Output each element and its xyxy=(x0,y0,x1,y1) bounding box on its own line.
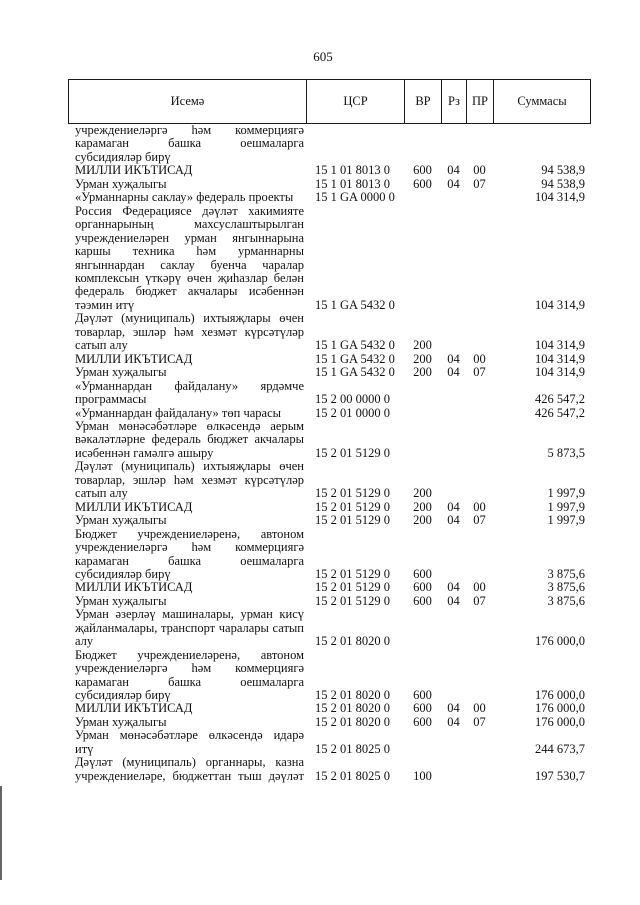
row-name-line: алу xyxy=(75,634,94,649)
row-name-line: Урман хуҗалыгы xyxy=(75,513,167,528)
row-name-line: каршы техника һәм урманнарны xyxy=(75,244,304,259)
row-pr xyxy=(466,770,493,783)
row-csr: 15 2 01 5129 0 xyxy=(315,445,390,460)
row-pr xyxy=(466,191,493,204)
row-pr xyxy=(466,447,493,460)
row-name xyxy=(68,501,306,514)
row-name xyxy=(68,312,306,352)
row-name xyxy=(68,191,306,204)
row-rz xyxy=(441,393,466,406)
row-vr xyxy=(404,407,441,420)
row-pr xyxy=(466,339,493,352)
row-rz: 04 xyxy=(447,163,460,178)
row-sum: 176 000,0 xyxy=(535,714,585,729)
row-pr: 07 xyxy=(473,176,486,191)
row-rz xyxy=(441,635,466,648)
table-row xyxy=(68,514,590,527)
row-name-line: «Урманнардан файдалану» төп чарасы xyxy=(75,405,282,420)
row-name-line: программасы xyxy=(75,392,147,407)
row-csr: 15 1 GA 5432 0 xyxy=(315,338,395,353)
row-rz: 04 xyxy=(447,513,460,528)
table-row xyxy=(68,312,590,352)
row-name xyxy=(68,380,306,407)
row-name-line: Россия Федерациясе дәүләт хакимияте xyxy=(75,203,304,218)
row-csr: 15 1 GA 5432 0 xyxy=(315,297,395,312)
row-name-line: исәбеннән гамәлгә ашыру xyxy=(75,445,214,460)
row-vr: 600 xyxy=(413,176,432,191)
row-sum: 197 530,7 xyxy=(535,768,585,783)
table-row xyxy=(68,420,590,460)
row-sum: 3 875,6 xyxy=(547,566,585,581)
row-name-line: Урман хуҗалыгы xyxy=(75,176,167,191)
row-name xyxy=(68,581,306,594)
row-vr xyxy=(404,743,441,756)
row-csr: 15 2 00 0000 0 xyxy=(315,392,390,407)
row-name xyxy=(68,205,306,313)
table-row xyxy=(68,501,590,514)
row-sum: 1 997,9 xyxy=(547,513,585,528)
row-rz: 04 xyxy=(447,580,460,595)
row-csr: 15 2 01 5129 0 xyxy=(315,566,390,581)
row-vr: 600 xyxy=(413,701,432,716)
row-sum: 176 000,0 xyxy=(535,701,585,716)
row-csr: 15 2 01 8020 0 xyxy=(315,688,390,703)
row-csr: 15 2 01 8020 0 xyxy=(315,701,390,716)
row-sum: 176 000,0 xyxy=(535,634,585,649)
row-pr xyxy=(466,393,493,406)
row-vr: 200 xyxy=(413,499,432,514)
header-rz: Рз xyxy=(442,80,467,123)
row-vr: 600 xyxy=(413,566,432,581)
row-name-line: комплексын үткәрү өчен җиһазлар белән xyxy=(75,270,304,285)
header-sum: Суммасы xyxy=(517,94,567,108)
row-name-line: федераль бюджет акчалары исәбеннән xyxy=(75,284,304,299)
row-pr xyxy=(466,151,493,164)
row-vr: 200 xyxy=(413,338,432,353)
table-row xyxy=(68,366,590,379)
row-csr: 15 2 01 5129 0 xyxy=(315,593,390,608)
row-sum: 5 873,5 xyxy=(547,445,585,460)
row-vr: 600 xyxy=(413,714,432,729)
row-pr: 07 xyxy=(473,714,486,729)
row-rz: 04 xyxy=(447,593,460,608)
row-pr: 00 xyxy=(473,701,486,716)
row-rz xyxy=(441,151,466,164)
row-vr: 200 xyxy=(413,513,432,528)
row-name xyxy=(68,407,306,420)
row-rz xyxy=(441,743,466,756)
row-pr: 07 xyxy=(473,365,486,380)
row-name xyxy=(68,164,306,177)
table-row xyxy=(68,729,590,756)
table-row xyxy=(68,756,590,783)
table-row xyxy=(68,124,590,164)
row-sum: 94 538,9 xyxy=(541,176,585,191)
row-name xyxy=(68,729,306,756)
row-name-line: «Урманнардан файдалану» ярдәмче xyxy=(75,378,304,393)
page-number: 605 xyxy=(313,49,333,64)
row-name-line: субсидияләр бирү xyxy=(75,688,171,703)
row-pr xyxy=(466,689,493,702)
row-rz: 04 xyxy=(447,499,460,514)
row-name xyxy=(68,756,306,783)
row-name xyxy=(68,595,306,608)
row-vr: 200 xyxy=(413,486,432,501)
row-rz: 04 xyxy=(447,351,460,366)
header-pr: ПР xyxy=(467,80,494,123)
row-vr: 600 xyxy=(413,163,432,178)
table-row xyxy=(68,528,590,582)
table-row xyxy=(68,164,590,177)
row-rz xyxy=(441,191,466,204)
row-name-line: янгыннардан саклау буенча чаралар xyxy=(75,257,304,272)
row-csr: 15 2 01 8025 0 xyxy=(315,741,390,756)
row-name-line: сатып алу xyxy=(75,486,128,501)
row-pr: 07 xyxy=(473,513,486,528)
row-name-line: МИЛЛИ ИКЪТИСАД xyxy=(75,580,193,595)
row-name-line: тәэмин итү xyxy=(75,297,135,312)
row-name-line: субсидияләр бирү xyxy=(75,566,171,581)
row-name-line: субсидияләр бирү xyxy=(75,149,171,164)
row-name-line: учреждениеләргә һәм коммерциягә xyxy=(75,123,304,137)
table-row xyxy=(68,649,590,703)
row-name-line: Бюджет учреждениеләренә, автоном xyxy=(75,526,304,541)
row-vr: 600 xyxy=(413,593,432,608)
scan-edge-mark xyxy=(0,786,2,880)
row-rz: 04 xyxy=(447,701,460,716)
table-row xyxy=(68,205,590,313)
row-name xyxy=(68,420,306,460)
row-vr: 200 xyxy=(413,351,432,366)
row-rz xyxy=(441,487,466,500)
table-body xyxy=(68,124,590,783)
row-name-line: Дәүләт (муниципаль) ихтыяҗлары өчен xyxy=(75,311,304,326)
row-name-line: органнарының махсуслаштырылган xyxy=(75,217,304,232)
row-name-line: учреждениеләрен урман янгыннарына xyxy=(75,230,304,245)
row-vr xyxy=(404,299,441,312)
row-sum: 104 314,9 xyxy=(535,190,585,205)
row-csr: 15 2 01 8025 0 xyxy=(315,768,390,783)
row-rz xyxy=(441,770,466,783)
row-csr: 15 1 GA 0000 0 xyxy=(315,190,395,205)
row-name-line: карамаган башка оешмаларга xyxy=(75,674,304,689)
row-rz xyxy=(441,407,466,420)
row-sum: 426 547,2 xyxy=(535,405,585,420)
row-sum: 104 314,9 xyxy=(535,351,585,366)
row-vr xyxy=(404,393,441,406)
row-name xyxy=(68,649,306,703)
table-row xyxy=(68,460,590,500)
row-csr: 15 2 01 5129 0 xyxy=(315,499,390,514)
row-pr: 07 xyxy=(473,593,486,608)
row-sum: 1 997,9 xyxy=(547,499,585,514)
table-row xyxy=(68,595,590,608)
row-name xyxy=(68,178,306,191)
row-sum xyxy=(493,151,590,164)
row-vr xyxy=(404,447,441,460)
row-sum: 176 000,0 xyxy=(535,688,585,703)
table-header xyxy=(68,79,591,124)
row-name xyxy=(68,460,306,500)
row-pr: 00 xyxy=(473,351,486,366)
header-vr: ВР xyxy=(405,80,442,123)
row-pr xyxy=(466,743,493,756)
row-name-line: Урман хуҗалыгы xyxy=(75,714,167,729)
table-row xyxy=(68,716,590,729)
row-name xyxy=(68,514,306,527)
row-name-line: Дәүләт (муниципаль) органнары, казна xyxy=(75,755,304,770)
table-row xyxy=(68,581,590,594)
row-csr: 15 1 01 8013 0 xyxy=(315,163,390,178)
row-rz: 04 xyxy=(447,714,460,729)
row-pr xyxy=(466,568,493,581)
row-vr: 600 xyxy=(413,580,432,595)
row-rz xyxy=(441,299,466,312)
row-name-line: итү xyxy=(75,741,94,756)
table-row xyxy=(68,407,590,420)
row-rz: 04 xyxy=(447,365,460,380)
row-sum: 3 875,6 xyxy=(547,593,585,608)
row-name-line: карамаган башка оешмаларга xyxy=(75,136,304,151)
row-name-line: МИЛЛИ ИКЪТИСАД xyxy=(75,163,193,178)
table-row xyxy=(68,191,590,204)
row-rz xyxy=(441,339,466,352)
row-name-line: Урман мөнәсәбәтләре өлкәсендә идарә xyxy=(75,728,304,743)
table-row xyxy=(68,380,590,407)
row-vr xyxy=(404,635,441,648)
row-rz xyxy=(441,689,466,702)
row-name xyxy=(68,702,306,715)
row-csr: 15 2 01 8020 0 xyxy=(315,714,390,729)
row-sum: 104 314,9 xyxy=(535,365,585,380)
row-csr: 15 1 01 8013 0 xyxy=(315,176,390,191)
row-sum: 94 538,9 xyxy=(541,163,585,178)
row-csr: 15 2 01 0000 0 xyxy=(315,405,390,420)
row-name-line: учреждениеләргә һәм коммерциягә xyxy=(75,661,304,676)
row-pr xyxy=(466,407,493,420)
row-csr: 15 1 GA 5432 0 xyxy=(315,351,395,366)
row-rz: 04 xyxy=(447,176,460,191)
row-pr: 00 xyxy=(473,580,486,595)
row-vr: 600 xyxy=(413,688,432,703)
row-name-line: МИЛЛИ ИКЪТИСАД xyxy=(75,701,193,716)
row-pr: 00 xyxy=(473,499,486,514)
row-csr: 15 2 01 5129 0 xyxy=(315,486,390,501)
row-pr: 00 xyxy=(473,163,486,178)
row-name-line: МИЛЛИ ИКЪТИСАД xyxy=(75,499,193,514)
row-name xyxy=(68,716,306,729)
row-sum: 244 673,7 xyxy=(535,741,585,756)
row-name-line: Урман хуҗалыгы xyxy=(75,365,167,380)
table-row xyxy=(68,178,590,191)
row-pr xyxy=(466,299,493,312)
row-sum: 426 547,2 xyxy=(535,392,585,407)
row-name-line: вәкаләтләрне федераль бюджет акчалары xyxy=(75,432,304,447)
row-rz xyxy=(441,568,466,581)
row-vr xyxy=(404,191,441,204)
row-pr xyxy=(466,635,493,648)
header-csr: ЦСР xyxy=(307,80,405,123)
row-csr: 15 2 01 5129 0 xyxy=(315,513,390,528)
row-name-line: Урман хуҗалыгы xyxy=(75,593,167,608)
row-sum: 104 314,9 xyxy=(535,338,585,353)
row-csr: 15 1 GA 5432 0 xyxy=(315,365,395,380)
row-name-line: Бюджет учреждениеләренә, автоном xyxy=(75,647,304,662)
row-name-line: товарлар, эшләр һәм хезмәт күрсәтүләр xyxy=(75,472,304,487)
row-name-line: сатып алу xyxy=(75,338,128,353)
row-sum: 104 314,9 xyxy=(535,297,585,312)
row-sum: 3 875,6 xyxy=(547,580,585,595)
row-name-line: учреждениеләре, бюджеттан тыш дәүләт xyxy=(75,768,304,783)
table-row xyxy=(68,353,590,366)
row-name-line: «Урманнарны саклау» федераль проекты xyxy=(75,190,294,205)
row-sum: 1 997,9 xyxy=(547,486,585,501)
row-name xyxy=(68,366,306,379)
row-vr xyxy=(404,151,441,164)
row-csr xyxy=(306,151,404,164)
row-name xyxy=(68,608,306,648)
row-vr: 100 xyxy=(413,768,432,783)
row-name-line: учреждениеләргә һәм коммерциягә xyxy=(75,540,304,555)
row-pr xyxy=(466,487,493,500)
table-row xyxy=(68,702,590,715)
table-row xyxy=(68,608,590,648)
row-name-line: Урман әзерләү машиналары, урман кисү xyxy=(75,607,304,622)
header-name: Исемә xyxy=(69,80,307,123)
row-name xyxy=(68,124,306,164)
row-name-line: товарлар, эшләр һәм хезмәт күрсәтүләр xyxy=(75,324,304,339)
row-vr: 200 xyxy=(413,365,432,380)
row-name-line: МИЛЛИ ИКЪТИСАД xyxy=(75,351,193,366)
row-name-line: карамаган башка оешмаларга xyxy=(75,553,304,568)
row-name-line: Дәүләт (муниципаль) ихтыяҗлары өчен xyxy=(75,459,304,474)
row-name-line: Урман мөнәсәбәтләре өлкәсендә аерым xyxy=(75,418,304,433)
row-csr: 15 2 01 8020 0 xyxy=(315,634,390,649)
row-rz xyxy=(441,447,466,460)
row-name xyxy=(68,353,306,366)
row-csr: 15 2 01 5129 0 xyxy=(315,580,390,595)
row-name-line: җайланмалары, транспорт чаралары сатып xyxy=(75,620,304,635)
row-name xyxy=(68,528,306,582)
